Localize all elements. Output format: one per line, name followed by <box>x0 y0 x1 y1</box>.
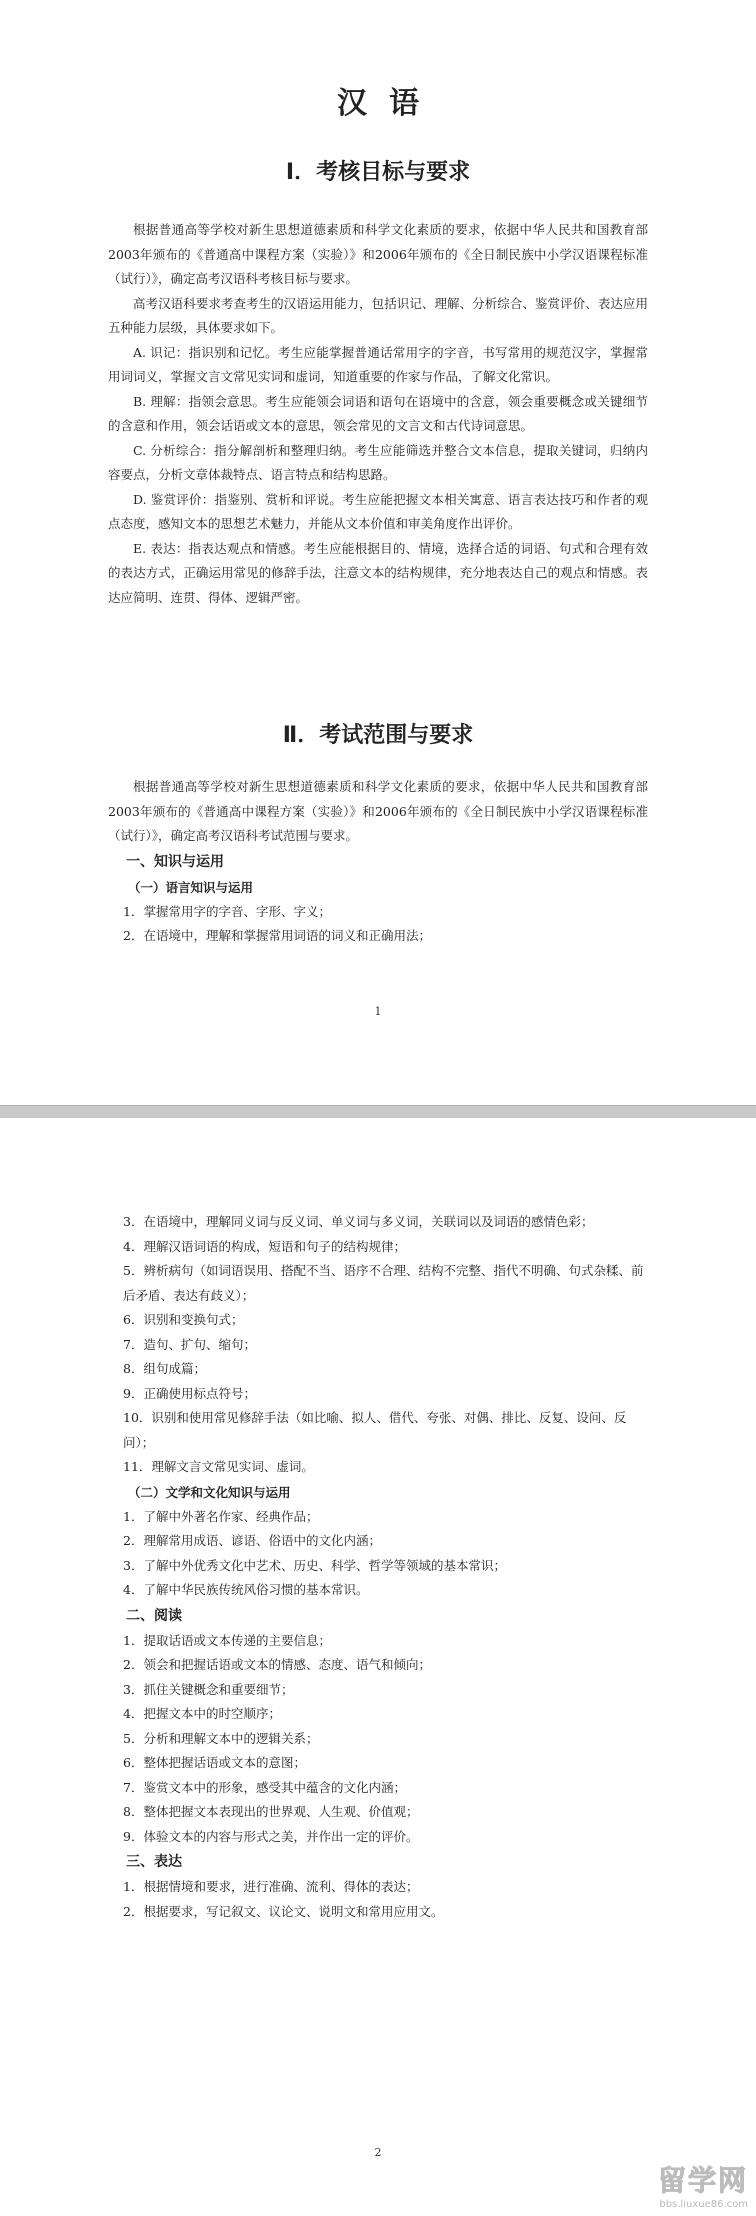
watermark-brand: 留学网 <box>657 2164 748 2197</box>
list-item: 7．鉴赏文本中的形象，感受其中蕴含的文化内涵； <box>123 1779 406 1795</box>
list-item: 3．了解中外优秀文化中艺术、历史、科学、哲学等领域的基本常识； <box>123 1557 506 1573</box>
list-item: 2．领会和把握话语或文本的情感、态度、语气和倾向； <box>123 1657 431 1672</box>
list-item: 3．在语境中，理解同义词与反义词、单义词与多义词，关联词以及词语的感情色彩； <box>123 1214 594 1229</box>
list-item: 8．整体把握文本表现出的世界观、人生观、价值观； <box>123 1804 419 1819</box>
watermark-url: bbs.liuxue86.com <box>659 2199 748 2210</box>
list-item: 4．理解汉语词语的构成，短语和句子的结构规律； <box>123 1238 406 1254</box>
list-item: 1．了解中外著名作家、经典作品； <box>123 1508 319 1524</box>
page-2-body <box>108 1210 648 1924</box>
paragraph: D. 鉴赏评价：指鉴别、赏析和评说。考生应能把握文本相关寓意、语言表达技巧和作者的观点态度，感知文本的思想艺术魅力，并能从文本价值和审美角度作出评价。 <box>108 491 648 531</box>
document-page-2 <box>0 1118 756 2216</box>
list-item: 11．理解文言文常见实词、虚词。 <box>123 1459 314 1474</box>
list-item: 10．识别和使用常见修辞手法（如比喻、拟人、借代、夸张、对偶、排比、反复、设问、反问）； <box>123 1410 627 1450</box>
heading-reading: 二、阅读 <box>126 1607 182 1624</box>
list-item: 4．把握文本中的时空顺序； <box>123 1706 281 1721</box>
list-item: 9．正确使用标点符号； <box>123 1385 256 1401</box>
heading-knowledge: 一、知识与运用 <box>126 853 224 870</box>
section-1-body <box>108 218 648 610</box>
section-2-title: Ⅱ．考试范围与要求 <box>282 723 474 748</box>
heading-literature: （二）文学和文化知识与运用 <box>128 1484 291 1500</box>
document-page-1 <box>0 0 756 1105</box>
list-item: 3．抓住关键概念和重要细节； <box>123 1681 294 1697</box>
list-item: 2．理解常用成语、谚语、俗语中的文化内涵； <box>123 1533 381 1548</box>
paragraph: B. 理解：指领会意思。考生应能领会词语和语句在语境中的含意，领会重要概念或关键细节的含意和作用，领会话语或文本的意思，领会常见的文言文和古代诗词意思。 <box>108 393 648 433</box>
paragraph: 高考汉语科要求考查考生的汉语运用能力，包括识记、理解、分析综合、鉴赏评价、表达应用五种能力层级，具体要求如下。 <box>108 295 648 335</box>
heading-expression: 三、表达 <box>126 1854 182 1870</box>
list-item: 1．根据情境和要求，进行准确、流利、得体的表达； <box>123 1879 419 1894</box>
list-item: 6．整体把握话语或文本的意图； <box>123 1755 306 1770</box>
paragraph: A. 识记：指识别和记忆。考生应能掌握普通话常用字的字音，书写常用的规范汉字，掌握常用词词义，掌握文言文常见实词和虚词，知道重要的作家与作品，了解文化常识。 <box>108 344 648 384</box>
page-number: 2 <box>374 2146 382 2159</box>
paragraph: C. 分析综合：指分解剖析和整理归纳。考生应能筛选并整合文本信息，提取关键词，归纳内容要点，分析文章体裁特点、语言特点和结构思路。 <box>108 442 648 482</box>
list-item: 1．提取话语或文本传递的主要信息； <box>123 1632 331 1648</box>
heading-language: （一）语言知识与运用 <box>128 879 254 895</box>
list-item: 8．组句成篇； <box>123 1361 206 1376</box>
list-item: 6．识别和变换句式； <box>123 1312 244 1327</box>
document-title: 汉语 <box>337 86 441 121</box>
list-item: 7．造句、扩句、缩句； <box>123 1336 256 1352</box>
paragraph: E. 表达：指表达观点和情感。考生应能根据目的、情境，选择合适的词语、句式和合理有效的表达方式，正确运用常见的修辞手法，注意文本的结构规律，充分地表达自己的观点和情感。表达应简明、连贯、得体、逻辑严密。 <box>108 540 648 605</box>
list-item: 5．分析和理解文本中的逻辑关系； <box>123 1730 319 1746</box>
list-item: 5．辨析病句（如词语误用、搭配不当、语序不合理、结构不完整、指代不明确、句式杂糅、前后矛盾、表达有歧义）； <box>123 1263 644 1303</box>
paragraph: 根据普通高等学校对新生思想道德素质和科学文化素质的要求，依据中华人民共和国教育部2003年颁布的《普通高中课程方案（实验）》和2006年颁布的《全日制民族中小学汉语课程标准（试行）》，确定高考汉语科考试范围与要求。 <box>108 779 648 843</box>
paragraph: 根据普通高等学校对新生思想道德素质和科学文化素质的要求，依据中华人民共和国教育部2003年颁布的《普通高中课程方案（实验）》和2006年颁布的《全日制民族中小学汉语课程标准（试行）》，确定高考汉语科考核目标与要求。 <box>108 222 648 286</box>
list-item: 1．掌握常用字的字音、字形、字义； <box>123 903 331 919</box>
list-item: 4．了解中华民族传统风俗习惯的基本常识。 <box>123 1582 369 1597</box>
section-2-body <box>108 775 648 949</box>
list-item: 9．体验文本的内容与形式之美，并作出一定的评价。 <box>123 1828 419 1844</box>
watermark-logo <box>658 2159 748 2210</box>
section-1-title: Ⅰ．考核目标与要求 <box>285 160 471 185</box>
list-item: 2．根据要求，写记叙文、议论文、说明文和常用应用文。 <box>123 1903 444 1919</box>
page-separator <box>0 1105 756 1119</box>
list-item: 2．在语境中，理解和掌握常用词语的词义和正确用法； <box>123 928 431 943</box>
page-number: 1 <box>374 1005 382 1018</box>
